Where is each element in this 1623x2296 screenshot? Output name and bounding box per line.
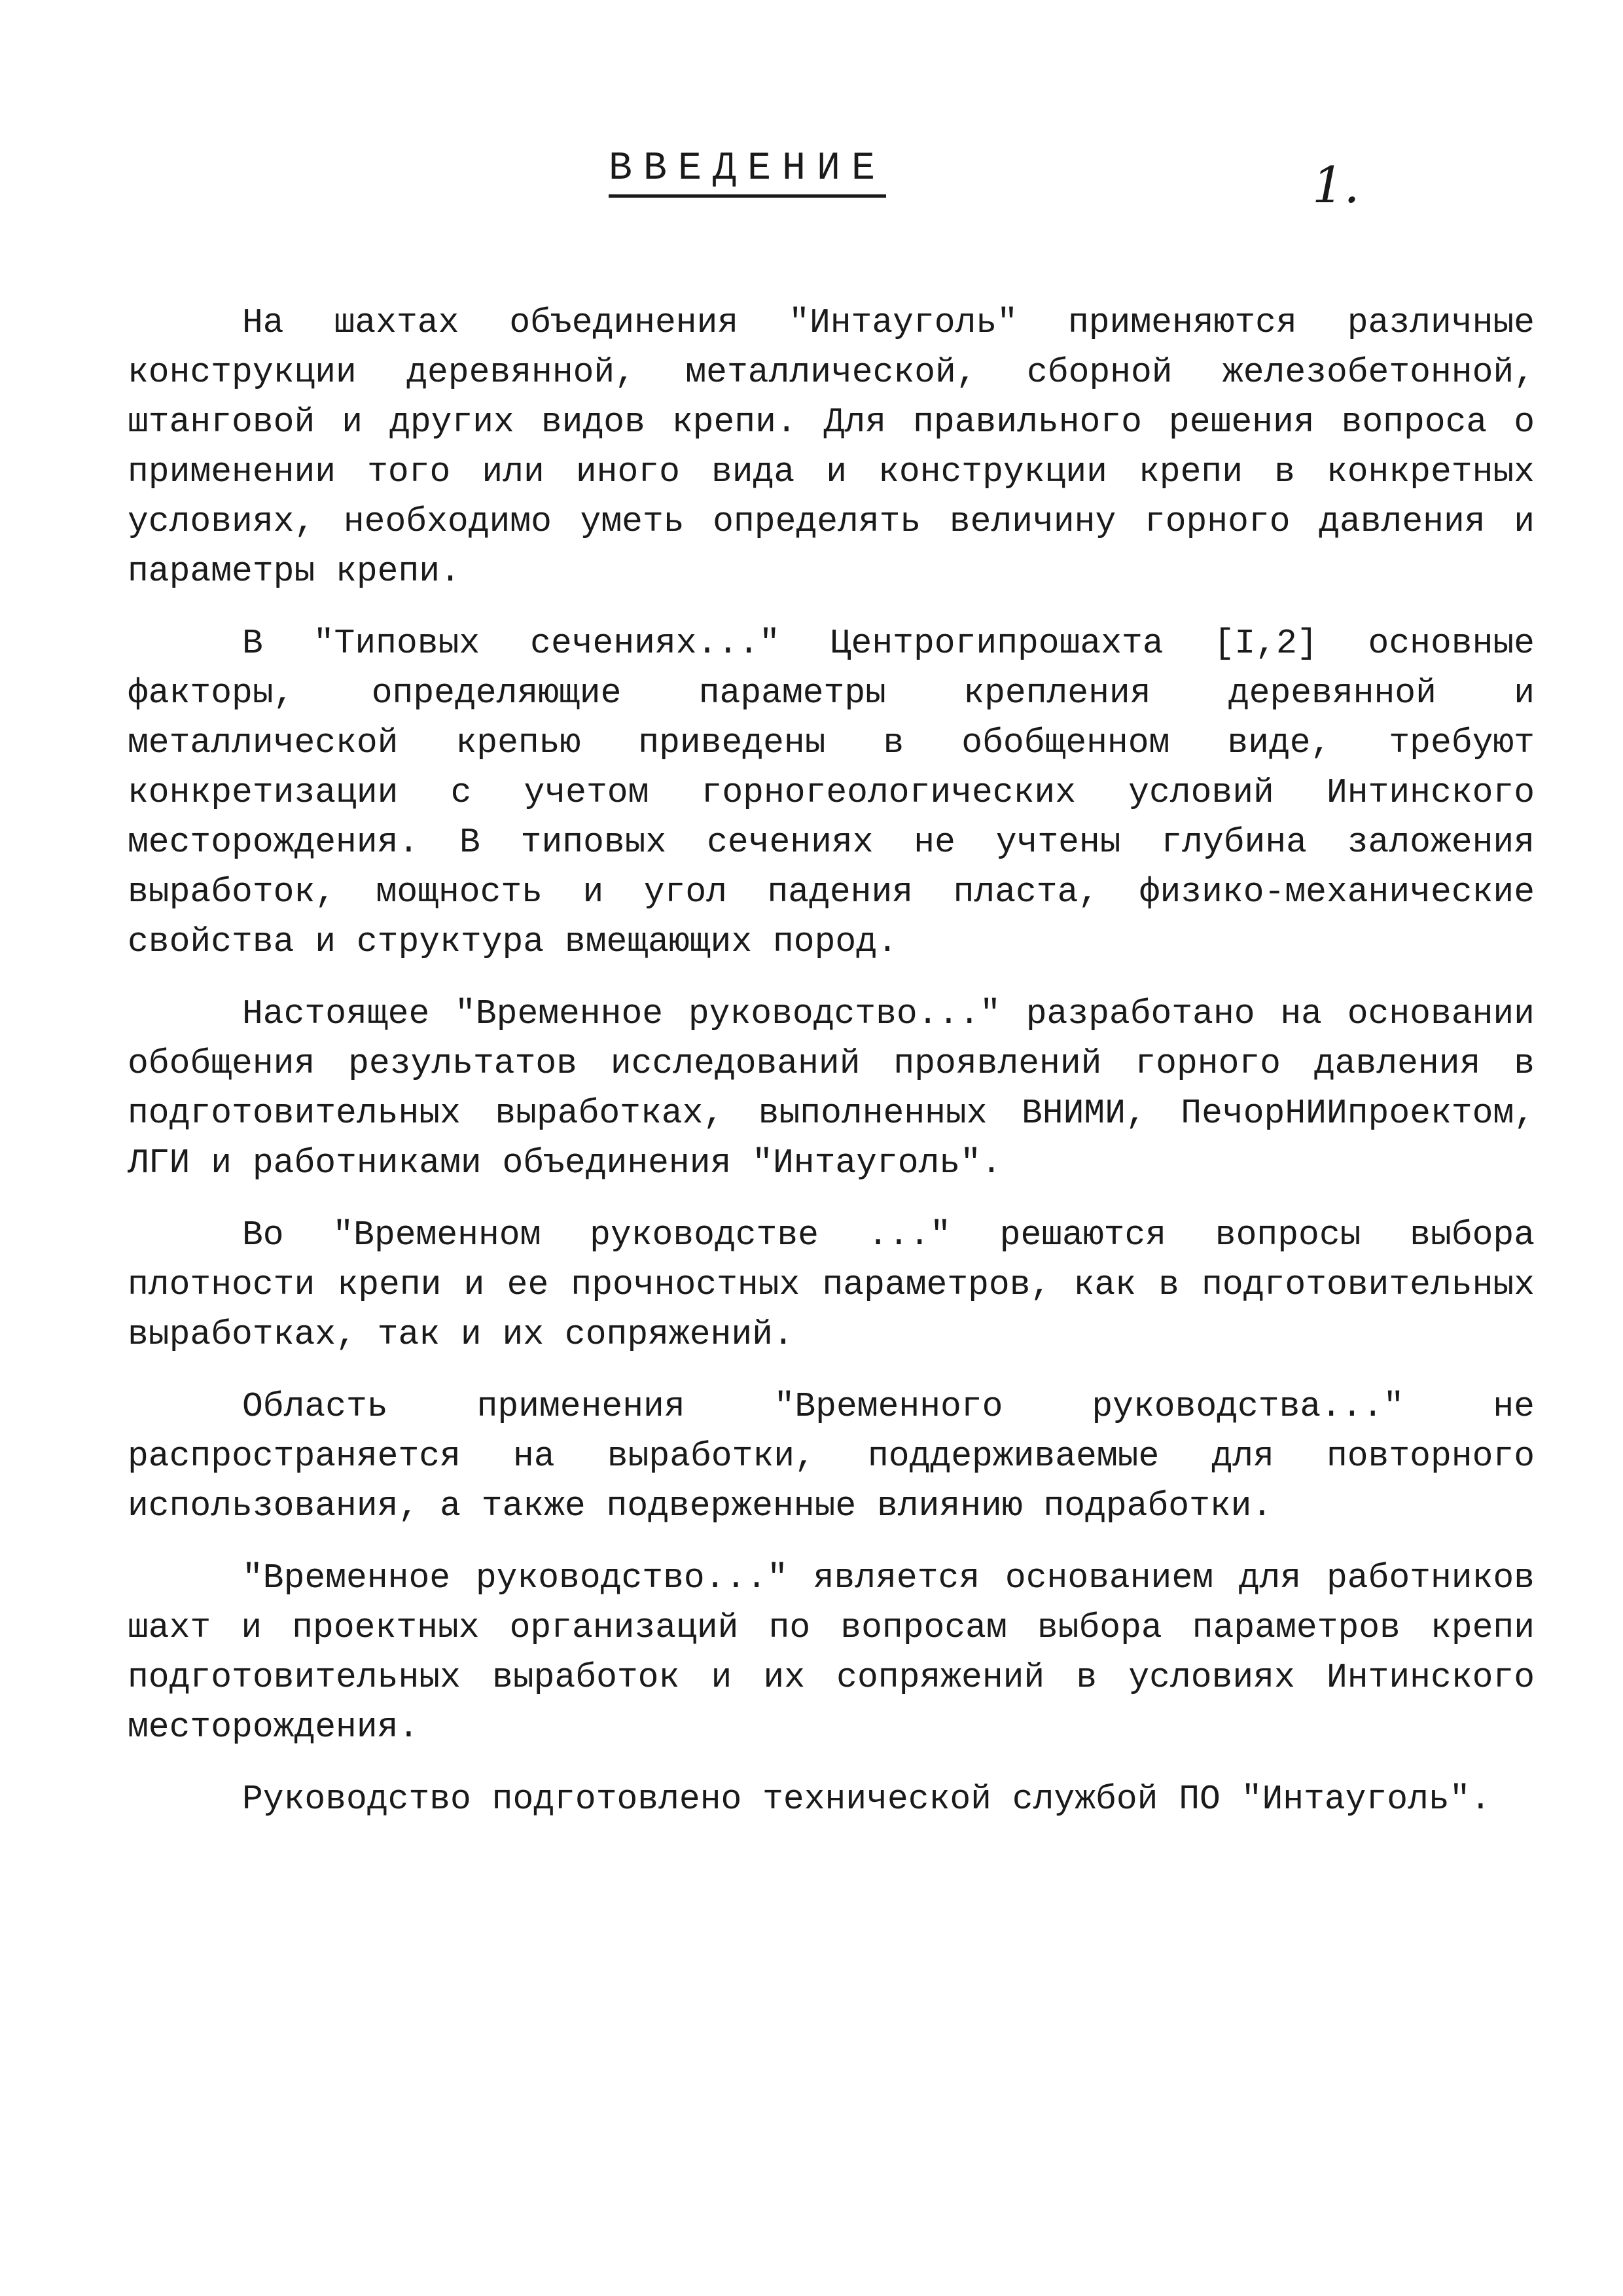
body-text bbox=[128, 298, 1535, 1846]
paragraph: Настоящее "Временное руководство..." разработано на основании обобщения результатов исследований проявлений горного давления в подготовительных выработках, выполненных ВНИМИ, ПечорНИИпроектом, ЛГИ и работниками объединения "Интауголь". bbox=[128, 994, 1535, 1183]
paragraph: "Временное руководство..." является основанием для работников шахт и проектных организаций по вопросам выбора параметров крепи подготовительных выработок и их сопряжений в условиях Интинского месторождения. bbox=[128, 1558, 1535, 1747]
paragraph: Во "Временном руководстве ..." решаются вопросы выбора плотности крепи и ее прочностных параметров, как в подготовительных выработках, так и их сопряжений. bbox=[128, 1215, 1535, 1354]
section-heading: ВВЕДЕНИЕ bbox=[609, 147, 886, 198]
paragraph: На шахтах объединения "Интауголь" применяются различные конструкции деревянной, металлической, сборной железобетонной, штанговой и других видов крепи. Для правильного решения вопроса о применении того или иного вида и конструкции крепи в конкретных условиях, необходимо уметь определять величину горного давления и параметры крепи. bbox=[128, 303, 1535, 591]
paragraph: Руководство подготовлено технической службой ПО "Интауголь". bbox=[242, 1780, 1491, 1819]
paragraph: В "Типовых сечениях..." Центрогипрошахта [I,2] основные факторы, определяющие параметры крепления деревянной и металлической крепью приведены в обобщенном виде, требуют конкретизации с учетом горногеологических условий Интинского месторождения. В типовых сечениях не учтены глубина заложения выработок, мощность и угол падения пласта, физико-механические свойства и структура вмещающих пород. bbox=[128, 624, 1535, 961]
page-number: 1. bbox=[1312, 156, 1360, 214]
paragraph: Область применения "Временного руководства..." не распространяется на выработки, поддерживаемые для повторного использования, а также подверженные влиянию подработки. bbox=[128, 1387, 1535, 1526]
